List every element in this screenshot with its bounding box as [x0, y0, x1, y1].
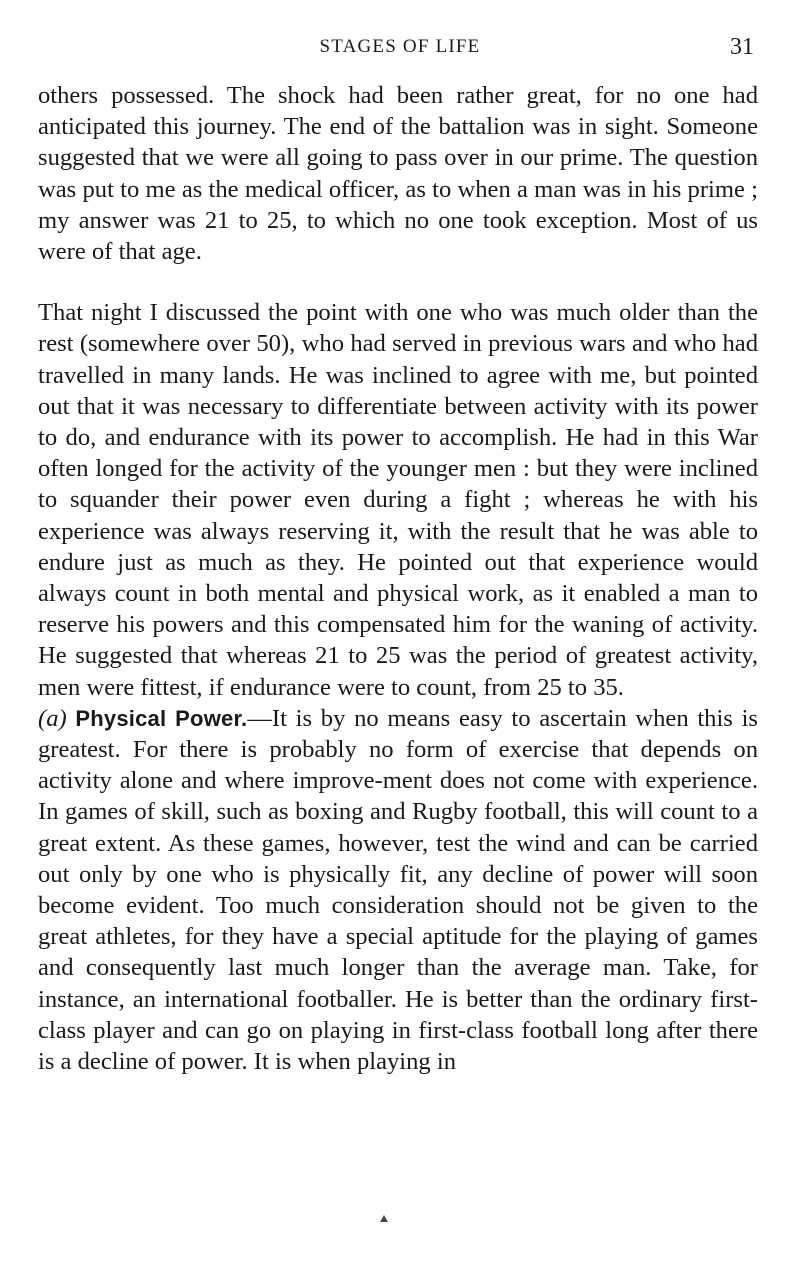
- running-head: [0, 34, 800, 64]
- running-title: STAGES OF LIFE: [319, 36, 481, 57]
- body-text: [38, 80, 758, 1077]
- paragraph-2: That night I discussed the point with one who was much older than the rest (somewhere over 50), who had served in previous wars and who had travelled in many lands. He was inclined to agree with me, but pointed out that it was necessary to differentiate between activity with its power to do, and endurance with its power to accomplish. He had in this War often longed for the activity of the younger men : but they were inclined to squander their power even during a fight ; whereas he with his experience was always reserving it, with the result that he was able to endure just as much as they. He pointed out that experience would always count in both mental and physical work, as it enabled a man to reserve his powers and this compensated him for the waning of activity. He suggested that whereas 21 to 25 was the period of greatest activity, men were fittest, if endurance were to count, from 25 to 35.: [38, 299, 758, 701]
- section-paragraph: [38, 703, 758, 1077]
- section-text: —It is by no means easy to ascertain when this is greatest. For there is probably no form of exercise that depends on activity alone and where improve-ment does not come with experience. In games of skill, such as boxing and Rugby football, this will count to a great extent. As these games, however, test the wind and can be carried out only by one who is physically fit, any decline of power will soon become evident. Too much consideration should not be given to the great athletes, for they have a special aptitude for the playing of games and consequently last much longer than the average man. Take, for instance, an international footballer. He is better than the ordinary first-class player and can go on playing in first-class football long after there is a decline of power. It is when playing in: [38, 704, 759, 1076]
- section-label: (a): [38, 704, 67, 732]
- page-number: 31: [730, 34, 754, 60]
- printer-mark-icon: [380, 1215, 388, 1222]
- paragraph-gap: [38, 267, 758, 297]
- section-title: Physical Power.: [75, 705, 248, 731]
- paragraph-1: others possessed. The shock had been rather great, for no one had anticipated this journey. The end of the battalion was in sight. Someone suggested that we were all going to pass over in our prime. The question was put to me as the medical officer, as to when a man was in his prime ; my answer was 21 to 25, to which no one took exception. Most of us were of that age.: [38, 82, 758, 266]
